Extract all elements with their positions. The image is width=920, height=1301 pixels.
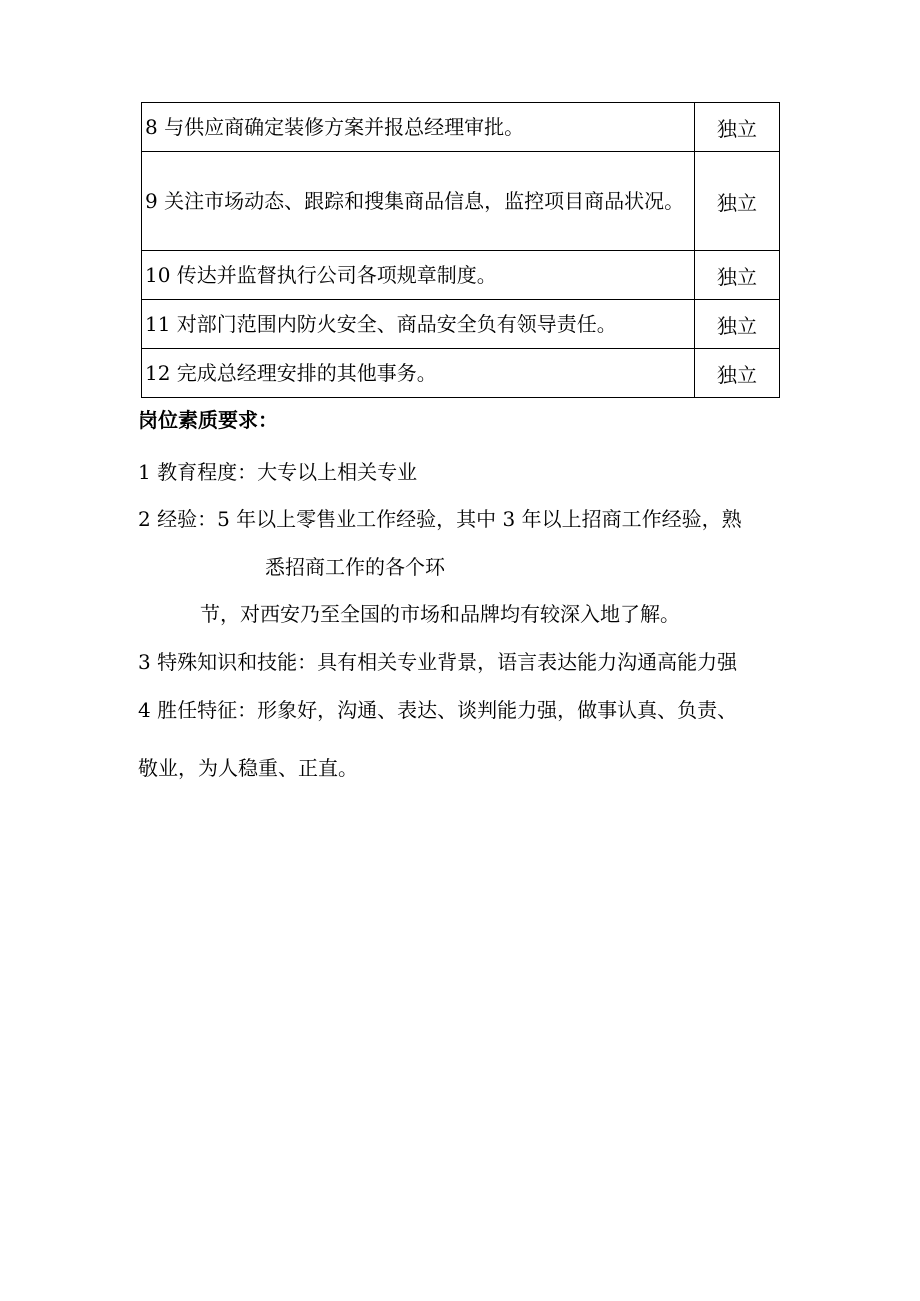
table-row [142, 300, 780, 349]
table-row [142, 349, 780, 398]
requirement-experience-line2: 悉招商工作的各个环 [265, 555, 445, 579]
section-title: 岗位素质要求： [138, 408, 278, 432]
table-row [142, 152, 780, 251]
duty-mode: 独立 [695, 300, 780, 349]
duty-description: 10 传达并监督执行公司各项规章制度。 [142, 251, 695, 300]
duty-description: 11 对部门范围内防火安全、商品安全负有领导责任。 [142, 300, 695, 349]
table-row [142, 251, 780, 300]
duty-mode: 独立 [695, 152, 780, 251]
duty-description: 8 与供应商确定装修方案并报总经理审批。 [142, 103, 695, 152]
requirement-traits-line1: 4 胜任特征：形象好，沟通、表达、谈判能力强，做事认真、负责、 [138, 698, 738, 722]
duty-mode: 独立 [695, 251, 780, 300]
duty-mode: 独立 [695, 349, 780, 398]
requirement-traits-line2: 敬业，为人稳重、正直。 [138, 756, 358, 780]
requirement-skills: 3 特殊知识和技能：具有相关专业背景，语言表达能力沟通高能力强 [138, 650, 738, 674]
duty-description: 12 完成总经理安排的其他事务。 [142, 349, 695, 398]
requirement-experience-line1: 2 经验：5 年以上零售业工作经验，其中 3 年以上招商工作经验，熟 [138, 507, 742, 531]
duties-table [141, 102, 780, 398]
table-row [142, 103, 780, 152]
duty-mode: 独立 [695, 103, 780, 152]
requirement-education: 1 教育程度：大专以上相关专业 [138, 460, 418, 484]
requirement-experience-line3: 节，对西安乃至全国的市场和品牌均有较深入地了解。 [200, 602, 680, 626]
duty-description: 9 关注市场动态、跟踪和搜集商品信息，监控项目商品状况。 [142, 152, 695, 251]
